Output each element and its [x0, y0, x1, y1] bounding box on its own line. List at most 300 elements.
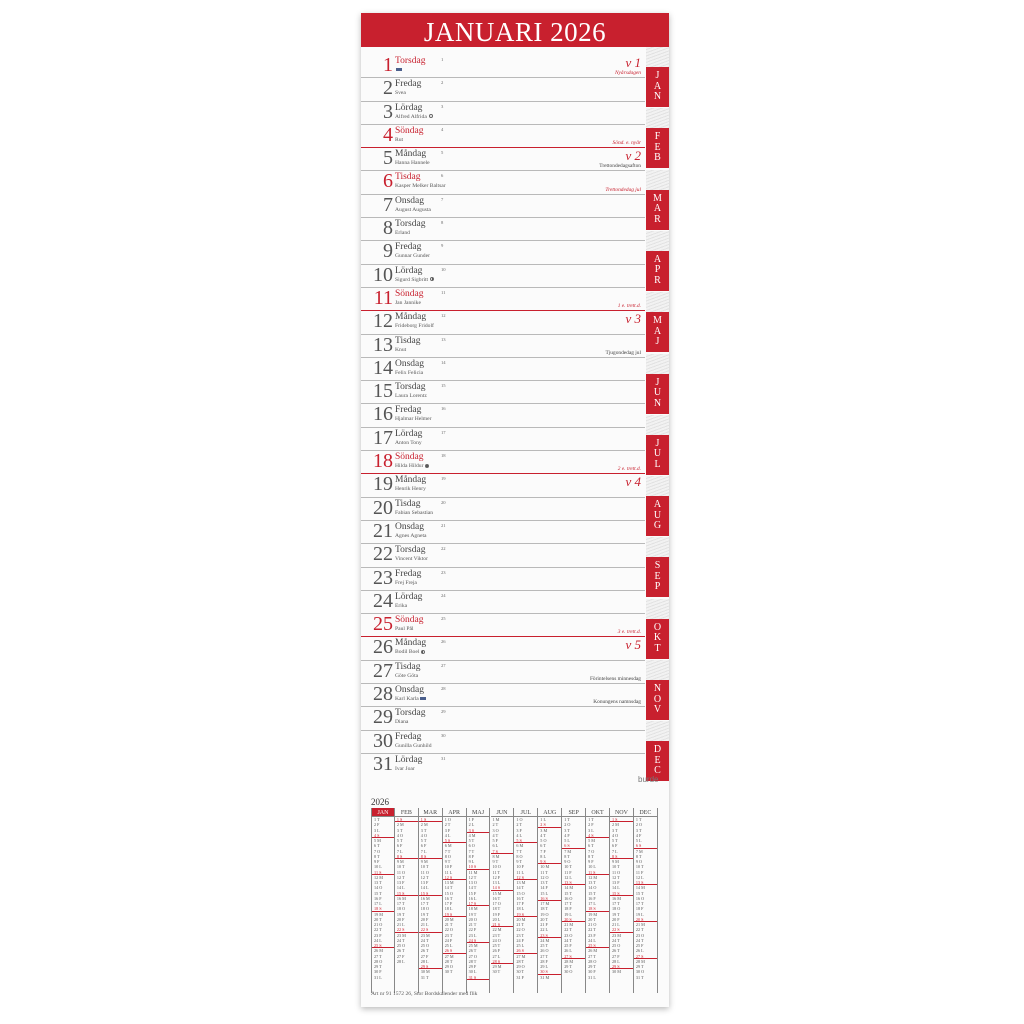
- mini-month-jan: [371, 808, 395, 993]
- mini-day: 15 S: [395, 891, 418, 896]
- weekday-name: Torsdag: [395, 382, 426, 393]
- name-day: Bodil Boel: [395, 649, 425, 655]
- mini-day: 25 F: [564, 943, 572, 948]
- mini-day: 26 T: [612, 948, 620, 954]
- month-tab-feb[interactable]: [646, 128, 669, 168]
- mini-day: 22 T: [588, 927, 596, 933]
- mini-day: 10 L: [588, 864, 596, 870]
- tab-letter: D: [653, 744, 662, 756]
- mini-day: 18 O: [612, 906, 621, 912]
- mini-day: 26 S: [443, 948, 466, 953]
- mini-day: 3 S: [467, 828, 490, 833]
- mini-day: 5 F: [492, 838, 498, 843]
- tab-letter: M: [653, 192, 662, 204]
- mini-day: 16 F: [588, 895, 596, 901]
- mini-day: 28 S: [491, 959, 514, 964]
- mini-day: 21 L: [420, 922, 429, 927]
- mini-day: 10 L: [374, 864, 382, 870]
- mini-day: 2 T: [444, 822, 451, 828]
- mini-day: 26 T: [420, 948, 429, 954]
- day-row: [361, 451, 645, 474]
- mini-day: 13 L: [492, 880, 501, 885]
- mini-month-header: AUG: [538, 808, 561, 817]
- day-number: 19: [373, 473, 393, 496]
- day-row: [361, 265, 645, 288]
- mini-day: 24 S: [467, 938, 490, 943]
- mini-day: 10 F: [516, 864, 524, 870]
- mini-day: 25 M: [468, 943, 478, 948]
- mini-day: 20 T: [374, 916, 382, 922]
- mini-day: 4 S: [372, 833, 394, 838]
- flag-icon: [396, 68, 402, 72]
- name-day: Hilda Hildur: [395, 463, 429, 469]
- week-number: v 2: [625, 148, 641, 164]
- mini-month-header: JUL: [514, 808, 537, 817]
- name-day: Knut: [395, 346, 407, 353]
- mini-month-nov: [610, 808, 634, 993]
- day-of-year: 15: [441, 383, 446, 389]
- day-number: 5: [383, 147, 393, 170]
- day-row: [361, 102, 645, 125]
- week-number: v 5: [625, 637, 641, 653]
- mini-day: 7 L: [420, 848, 427, 854]
- day-row: [361, 78, 645, 101]
- name-day: Laura Lorentz: [395, 393, 427, 400]
- mini-day: 25 L: [444, 943, 453, 948]
- mini-day: 11 O: [612, 869, 621, 875]
- day-number: 18: [373, 450, 393, 473]
- mini-day: 18 O: [420, 906, 430, 912]
- mini-day: 10 T: [420, 864, 429, 870]
- mini-day: 29 O: [444, 964, 453, 969]
- month-tab-nov[interactable]: [646, 680, 669, 720]
- holiday-note: Tjugondedag jul: [605, 349, 641, 356]
- day-of-year: 10: [441, 266, 446, 272]
- brand-logo: burde: [638, 775, 659, 784]
- name-day: Fabian Sebastian: [395, 509, 434, 516]
- day-of-year: 19: [441, 476, 446, 482]
- tab-fold: [646, 537, 669, 557]
- month-tab-okt[interactable]: [646, 619, 669, 659]
- mini-day: 17 L: [588, 901, 596, 906]
- week-number: v 1: [625, 55, 641, 70]
- name-day: Kasper Melker Baltsar: [395, 183, 446, 190]
- day-number: 14: [373, 356, 393, 379]
- mini-month-header: DEC: [634, 808, 657, 817]
- mini-day: 10 T: [635, 864, 644, 870]
- mini-day: 29 S: [610, 964, 633, 969]
- mini-day: 31 L: [374, 974, 382, 980]
- mini-day: 26 L: [635, 948, 644, 954]
- weekday-name: Onsdag: [395, 358, 425, 369]
- mini-day: 11 O: [396, 869, 405, 875]
- mini-day: 9 L: [468, 859, 475, 864]
- name-day: Gunilla Gunhild: [395, 742, 432, 749]
- mini-day: 14 T: [516, 885, 525, 891]
- tab-fold: [646, 354, 669, 374]
- holiday-note: Trettondedag jul: [605, 186, 641, 193]
- mini-day: 18 S: [586, 906, 609, 911]
- mini-day: 3 O: [492, 827, 499, 833]
- mini-day: 20 T: [540, 916, 549, 922]
- moon-phase-icon: [421, 650, 425, 654]
- mini-day: 3 L: [374, 827, 380, 833]
- mini-day: 29 S: [419, 964, 442, 969]
- tab-letter: S: [654, 560, 661, 572]
- day-of-year: 28: [441, 686, 446, 692]
- tab-letter: U: [653, 509, 662, 521]
- month-tab-maj[interactable]: [646, 312, 669, 352]
- mini-day: 16 T: [492, 895, 501, 901]
- weekday-name: Fredag: [395, 731, 422, 742]
- name-day: Ivar Joar: [395, 765, 415, 772]
- name-day: Frideborg Fridolf: [395, 323, 434, 330]
- tab-letter: E: [654, 570, 661, 582]
- month-tab-apr[interactable]: [646, 251, 669, 291]
- day-number: 30: [373, 729, 393, 752]
- mini-day: 2 T: [516, 822, 523, 828]
- mini-month-header: NOV: [610, 808, 633, 817]
- mini-day: 7 T: [468, 848, 475, 854]
- holiday-note: Nyårsdagen: [614, 70, 641, 77]
- mini-month-header: JAN: [372, 808, 394, 817]
- tab-fold: [646, 292, 669, 312]
- day-number: 24: [373, 589, 393, 612]
- mini-day: 29 T: [588, 964, 596, 969]
- mini-day: 20 S: [634, 917, 657, 922]
- day-row: [361, 614, 645, 637]
- weekday-name: Torsdag: [395, 708, 426, 719]
- mini-day: 26 M: [588, 948, 598, 954]
- day-row: [361, 474, 645, 497]
- weekday-name: Måndag: [395, 312, 427, 323]
- month-tab-jun[interactable]: [646, 374, 669, 414]
- mini-day: 8 S: [419, 854, 442, 859]
- mini-day: 29 M: [492, 964, 502, 969]
- mini-day: 21 O: [588, 922, 597, 927]
- mini-day: 21 F: [540, 922, 548, 927]
- day-row: [361, 358, 645, 381]
- weekday-name: Tisdag: [395, 335, 421, 346]
- mini-day: 13 F: [396, 880, 405, 885]
- mini-day: 27 T: [374, 953, 382, 959]
- mini-day: 30 L: [468, 969, 477, 975]
- mini-day: 14 O: [588, 885, 597, 891]
- tab-letter: O: [653, 693, 662, 705]
- day-number: 13: [373, 333, 393, 356]
- weekday-name: Måndag: [395, 149, 427, 160]
- weekday-name: Lördag: [395, 754, 423, 765]
- tab-letter: N: [653, 397, 662, 409]
- month-title: JANUARI 2026: [361, 13, 669, 47]
- tab-fold: [646, 476, 669, 496]
- mini-day: 27 F: [396, 953, 405, 959]
- mini-day: 18 L: [444, 906, 453, 912]
- mini-day: 14 L: [612, 885, 620, 891]
- mini-day: 5 L: [564, 838, 570, 843]
- moon-phase-icon: [430, 277, 434, 281]
- mini-day: 19 L: [635, 911, 644, 917]
- mini-day: 1 S: [610, 817, 633, 822]
- mini-day: 3 L: [588, 827, 594, 833]
- mini-day: 12 S: [514, 875, 537, 880]
- mini-month-dec: [634, 808, 658, 993]
- mini-month-feb: [395, 808, 419, 993]
- tab-letter: J: [655, 376, 660, 388]
- mini-day: 4 M: [468, 832, 476, 838]
- mini-day: 19 F: [492, 911, 501, 917]
- mini-day: 1 L: [540, 817, 546, 822]
- mini-day: 9 M: [612, 859, 619, 864]
- mini-month-header: FEB: [395, 808, 418, 817]
- day-of-year: 21: [441, 522, 446, 528]
- mini-month-header: MAR: [419, 808, 442, 817]
- mini-day: 7 T: [516, 848, 523, 854]
- mini-day: 30 M: [420, 969, 430, 975]
- day-of-year: 24: [441, 592, 446, 598]
- mini-day: 14 M: [564, 885, 574, 891]
- name-day: Svea: [395, 90, 406, 97]
- mini-month-header: JUN: [491, 808, 514, 817]
- day-of-year: 26: [441, 639, 446, 645]
- mini-day: 15 T: [588, 890, 596, 896]
- mini-day: 9 M: [396, 859, 404, 864]
- mini-day: 20 F: [420, 916, 429, 922]
- mini-day: 22 S: [610, 927, 633, 932]
- day-number: 25: [373, 613, 393, 636]
- mini-day: 25 O: [396, 943, 406, 948]
- weekday-name: Fredag: [395, 568, 422, 579]
- mini-day: 16 O: [564, 895, 573, 901]
- name-day: Gunnar Gunder: [395, 253, 430, 260]
- mini-day: 13 F: [612, 880, 620, 885]
- mini-day: 9 T: [516, 859, 523, 864]
- mini-day: 6 T: [540, 843, 546, 849]
- day-row: [361, 754, 645, 777]
- day-of-year: 12: [441, 313, 446, 319]
- tab-letter: R: [654, 213, 661, 225]
- mini-day: 13 M: [516, 880, 526, 885]
- day-number: 15: [373, 380, 393, 403]
- mini-day: 27 M: [516, 953, 526, 959]
- day-number: 28: [373, 683, 393, 706]
- day-of-year: 5: [441, 150, 444, 156]
- day-row: [361, 498, 645, 521]
- mini-day: 24 T: [396, 937, 405, 943]
- mini-day: 10 F: [444, 864, 453, 870]
- mini-day: 19 M: [588, 911, 598, 917]
- week-number: v 3: [625, 311, 641, 327]
- mini-day: 16 M: [396, 895, 406, 901]
- mini-day: 4 S: [586, 833, 609, 838]
- day-number: 4: [383, 123, 393, 146]
- mini-day: 29 O: [516, 964, 525, 969]
- mini-day: 22 S: [395, 927, 418, 932]
- flag-icon: [420, 697, 426, 701]
- mini-day: 18 F: [635, 906, 644, 912]
- mini-day: 26 M: [374, 948, 383, 954]
- mini-month-maj: [467, 808, 491, 993]
- mini-day: 30 O: [635, 969, 645, 975]
- month-tab-mar[interactable]: [646, 190, 669, 230]
- mini-day: 31 T: [635, 974, 644, 980]
- mini-day: 3 T: [420, 827, 427, 833]
- article-number: Art nr 91 1572 26, Stor Bordskalender med flik: [371, 991, 478, 997]
- mini-day: 21 T: [444, 922, 453, 927]
- mini-day: 10 T: [396, 864, 405, 870]
- holiday-note: Förintelsens minnesdag: [589, 676, 641, 683]
- mini-day: 12 L: [635, 874, 644, 880]
- mini-day: 2 S: [538, 822, 561, 827]
- holiday-note: 2 e. trett.d.: [617, 466, 641, 473]
- name-day: [395, 67, 402, 73]
- mini-day: 12 O: [540, 874, 549, 880]
- mini-month-header: SEP: [562, 808, 585, 817]
- mini-day: 11 F: [635, 869, 644, 875]
- mini-day: 30 S: [538, 969, 561, 974]
- mini-day: 4 L: [516, 832, 523, 838]
- mini-day: 13 O: [468, 880, 477, 885]
- name-day: Karl Karla: [395, 696, 426, 702]
- week-number: v 4: [625, 474, 641, 490]
- month-tab-jul[interactable]: [646, 435, 669, 475]
- day-number: 8: [383, 217, 393, 240]
- day-of-year: 31: [441, 755, 446, 761]
- mini-day: 6 O: [468, 843, 475, 849]
- mini-day: 30 M: [612, 969, 621, 975]
- mini-day: 22 T: [564, 927, 572, 933]
- mini-month-aug: [538, 808, 562, 993]
- mini-day: 23 M: [420, 932, 430, 938]
- mini-day: 1 O: [516, 817, 523, 822]
- mini-day: 22 F: [468, 927, 477, 933]
- day-row: [361, 637, 645, 660]
- mini-day: 7 O: [374, 848, 381, 854]
- month-tab-jan[interactable]: [646, 67, 669, 107]
- mini-day: 14 L: [396, 885, 405, 891]
- tab-letter: E: [654, 754, 661, 766]
- moon-phase-icon: [425, 464, 429, 468]
- tab-letter: M: [653, 315, 662, 327]
- mini-day: 15 T: [564, 890, 572, 896]
- tab-fold: [646, 660, 669, 680]
- mini-day: 27 T: [588, 953, 596, 959]
- mini-day: 28 T: [444, 958, 453, 964]
- weekday-name: Lördag: [395, 428, 423, 439]
- mini-day: 2 O: [564, 822, 571, 828]
- mini-day: 8 T: [374, 853, 380, 859]
- day-of-year: 25: [441, 616, 446, 622]
- mini-day: 9 F: [588, 859, 594, 864]
- mini-day: 4 O: [396, 832, 404, 838]
- weekday-name: Tisdag: [395, 498, 421, 509]
- mini-day: 11 T: [492, 869, 501, 875]
- mini-day: 12 T: [396, 874, 405, 880]
- mini-day: 6 F: [420, 843, 427, 849]
- mini-day: 6 S: [562, 843, 585, 848]
- mini-day: 2 L: [468, 822, 475, 828]
- mini-day: 20 L: [492, 916, 501, 922]
- mini-day: 9 T: [492, 859, 499, 864]
- day-number: 27: [373, 659, 393, 682]
- mini-day: 2 M: [396, 822, 404, 828]
- name-day: Jan Jannike: [395, 299, 421, 306]
- holiday-note: Sönd. e. nyår: [612, 140, 641, 147]
- mini-day: 17 T: [612, 901, 620, 906]
- day-row: [361, 521, 645, 544]
- mini-day: 6 M: [516, 843, 524, 849]
- mini-day: 23 T: [492, 932, 501, 938]
- mini-day: 27 S: [562, 954, 585, 959]
- tab-letter: A: [653, 325, 662, 337]
- mini-day: 23 T: [516, 932, 525, 938]
- month-tab-aug[interactable]: [646, 496, 669, 536]
- mini-day: 29 T: [635, 964, 644, 969]
- mini-day: 25 S: [586, 943, 609, 948]
- day-number: 16: [373, 403, 393, 426]
- mini-day: 13 S: [562, 880, 585, 885]
- mini-day: 6 F: [612, 843, 618, 849]
- mini-day: 5 S: [514, 838, 537, 843]
- mini-day: 18 F: [564, 906, 572, 912]
- mini-day: 9 F: [374, 859, 380, 864]
- mini-day: 7 M: [564, 848, 572, 854]
- mini-day: 6 L: [492, 843, 499, 849]
- mini-day: 23 M: [396, 932, 406, 938]
- tab-fold: [646, 721, 669, 741]
- mini-day: 24 O: [492, 937, 501, 943]
- mini-day: 8 L: [540, 853, 546, 859]
- mini-day: 11 F: [564, 869, 572, 875]
- mini-day: 2 T: [492, 822, 499, 828]
- weekday-name: Söndag: [395, 125, 424, 136]
- mini-day: 12 T: [468, 874, 477, 880]
- mini-day: 29 L: [540, 964, 549, 969]
- mini-day: 14 S: [491, 885, 514, 890]
- mini-day: 20 F: [612, 916, 620, 922]
- tab-letter: A: [653, 80, 662, 92]
- mini-day: 14 O: [374, 885, 383, 891]
- mini-day: 23 O: [635, 932, 645, 938]
- day-row: [361, 125, 645, 148]
- weekday-name: Lördag: [395, 265, 423, 276]
- day-row: [361, 568, 645, 591]
- mini-day: 10 O: [492, 864, 501, 870]
- name-day: Frej Freja: [395, 579, 417, 586]
- month-tab-sep[interactable]: [646, 557, 669, 597]
- day-of-year: 14: [441, 359, 446, 365]
- name-day: Alfred Alfrida: [395, 114, 433, 120]
- mini-day: 4 F: [635, 832, 642, 838]
- mini-day: 24 T: [635, 937, 644, 943]
- mini-day: 28 L: [396, 958, 405, 964]
- mini-day: 15 O: [516, 890, 525, 896]
- day-of-year: 3: [441, 103, 444, 109]
- name-day: Hjalmar Helmer: [395, 416, 432, 423]
- mini-calendar-year: 2026: [371, 797, 389, 807]
- day-row: [361, 241, 645, 264]
- mini-day: 18 O: [396, 906, 406, 912]
- holiday-note: 1 e. trett.d.: [617, 303, 641, 310]
- mini-day: 23 M: [612, 932, 621, 938]
- day-row: [361, 428, 645, 451]
- mini-day: 18 M: [468, 906, 478, 912]
- name-day: Paul Pål: [395, 626, 414, 633]
- day-row: [361, 381, 645, 404]
- mini-day: 28 L: [420, 958, 429, 964]
- day-number: 6: [383, 170, 393, 193]
- mini-day: 15 F: [468, 890, 477, 896]
